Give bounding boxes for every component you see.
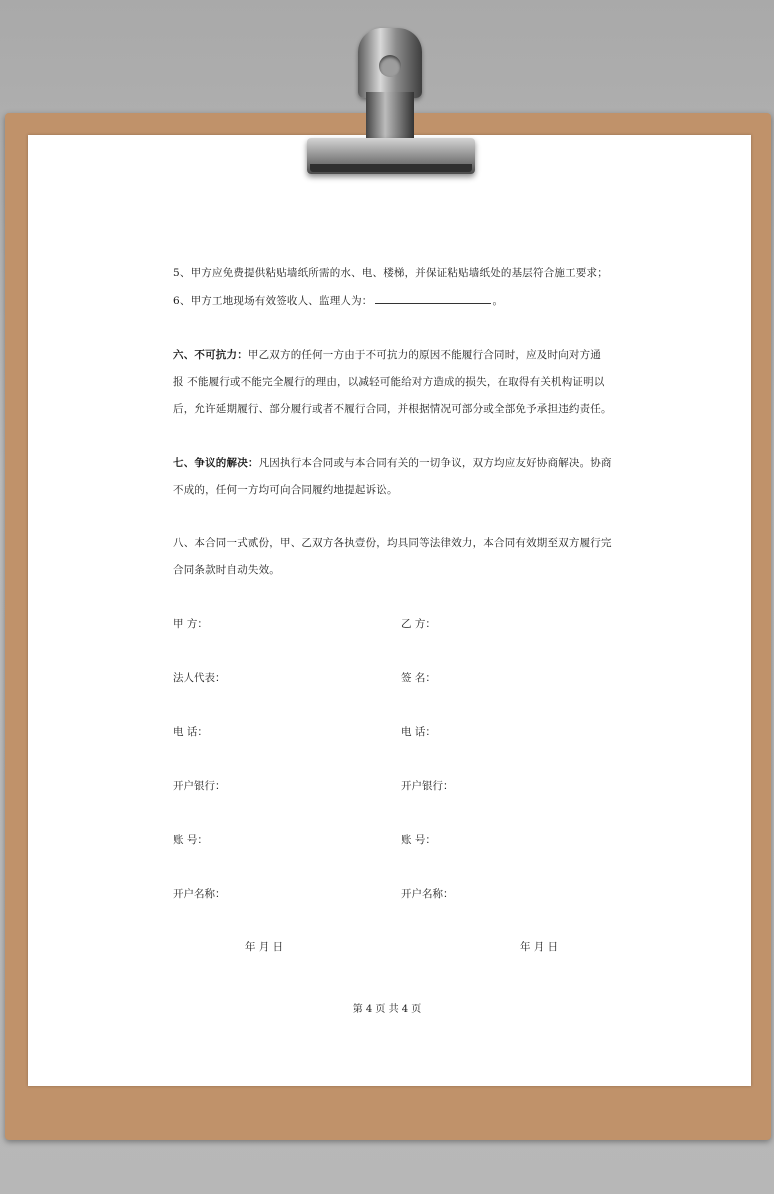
sig-left-bank: 开户银行：	[173, 780, 226, 792]
section-eight-line-2: 合同条款时自动失效。	[173, 564, 280, 576]
sig-left-party: 甲 方：	[173, 618, 208, 630]
page-number: 第 4 页 共 4 页	[352, 1004, 422, 1015]
clause-5: 5、甲方应免费提供粘贴墙纸所需的水、电、楼梯，并保证粘贴墙纸处的基层符合施工要求；	[173, 267, 608, 279]
section-heading: 六、不可抗力：	[173, 349, 248, 361]
section-dispute-line-2: 不成的，任何一方均可向合同履约地提起诉讼。	[173, 484, 398, 496]
date-left: 年 月 日	[245, 941, 284, 953]
sig-right-bank: 开户银行：	[401, 780, 454, 792]
clause-6: 6、甲方工地现场有效签收人、监理人为： 。	[173, 295, 504, 307]
sig-left-account: 账 号：	[173, 834, 208, 846]
section-eight-line-1: 八、本合同一式贰份，甲、乙双方各执壹份，均具同等法律效力，本合同有效期至双方履行完	[173, 537, 612, 549]
sig-right-signature: 签 名：	[401, 672, 436, 684]
section-force-majeure-line-2: 报 不能履行或不能完全履行的理由，以减轻可能给对方造成的损失，在取得有关机构证明以	[173, 376, 605, 388]
section-heading: 七、争议的解决：	[173, 457, 259, 469]
section-force-majeure-line-3: 后，允许延期履行、部分履行或者不履行合同，并根据情况可部分或全部免予承担违约责任。	[173, 403, 612, 415]
sig-right-account-name: 开户名称：	[401, 888, 454, 900]
blank-underline	[375, 293, 491, 304]
sig-left-account-name: 开户名称：	[173, 888, 226, 900]
sig-right-party: 乙 方：	[401, 618, 436, 630]
sig-left-phone: 电 话：	[173, 726, 208, 738]
section-dispute-line-1: 七、争议的解决：凡因执行本合同或与本合同有关的一切争议，双方均应友好协商解决。协商	[173, 457, 612, 469]
section-force-majeure-line-1: 六、不可抗力：甲乙双方的任何一方由于不可抗力的原因不能履行合同时，应及时向对方通	[173, 349, 602, 361]
sig-right-phone: 电 话：	[401, 726, 436, 738]
sig-left-legal-rep: 法人代表：	[173, 672, 226, 684]
sig-right-account: 账 号：	[401, 834, 436, 846]
date-right: 年 月 日	[520, 941, 559, 953]
